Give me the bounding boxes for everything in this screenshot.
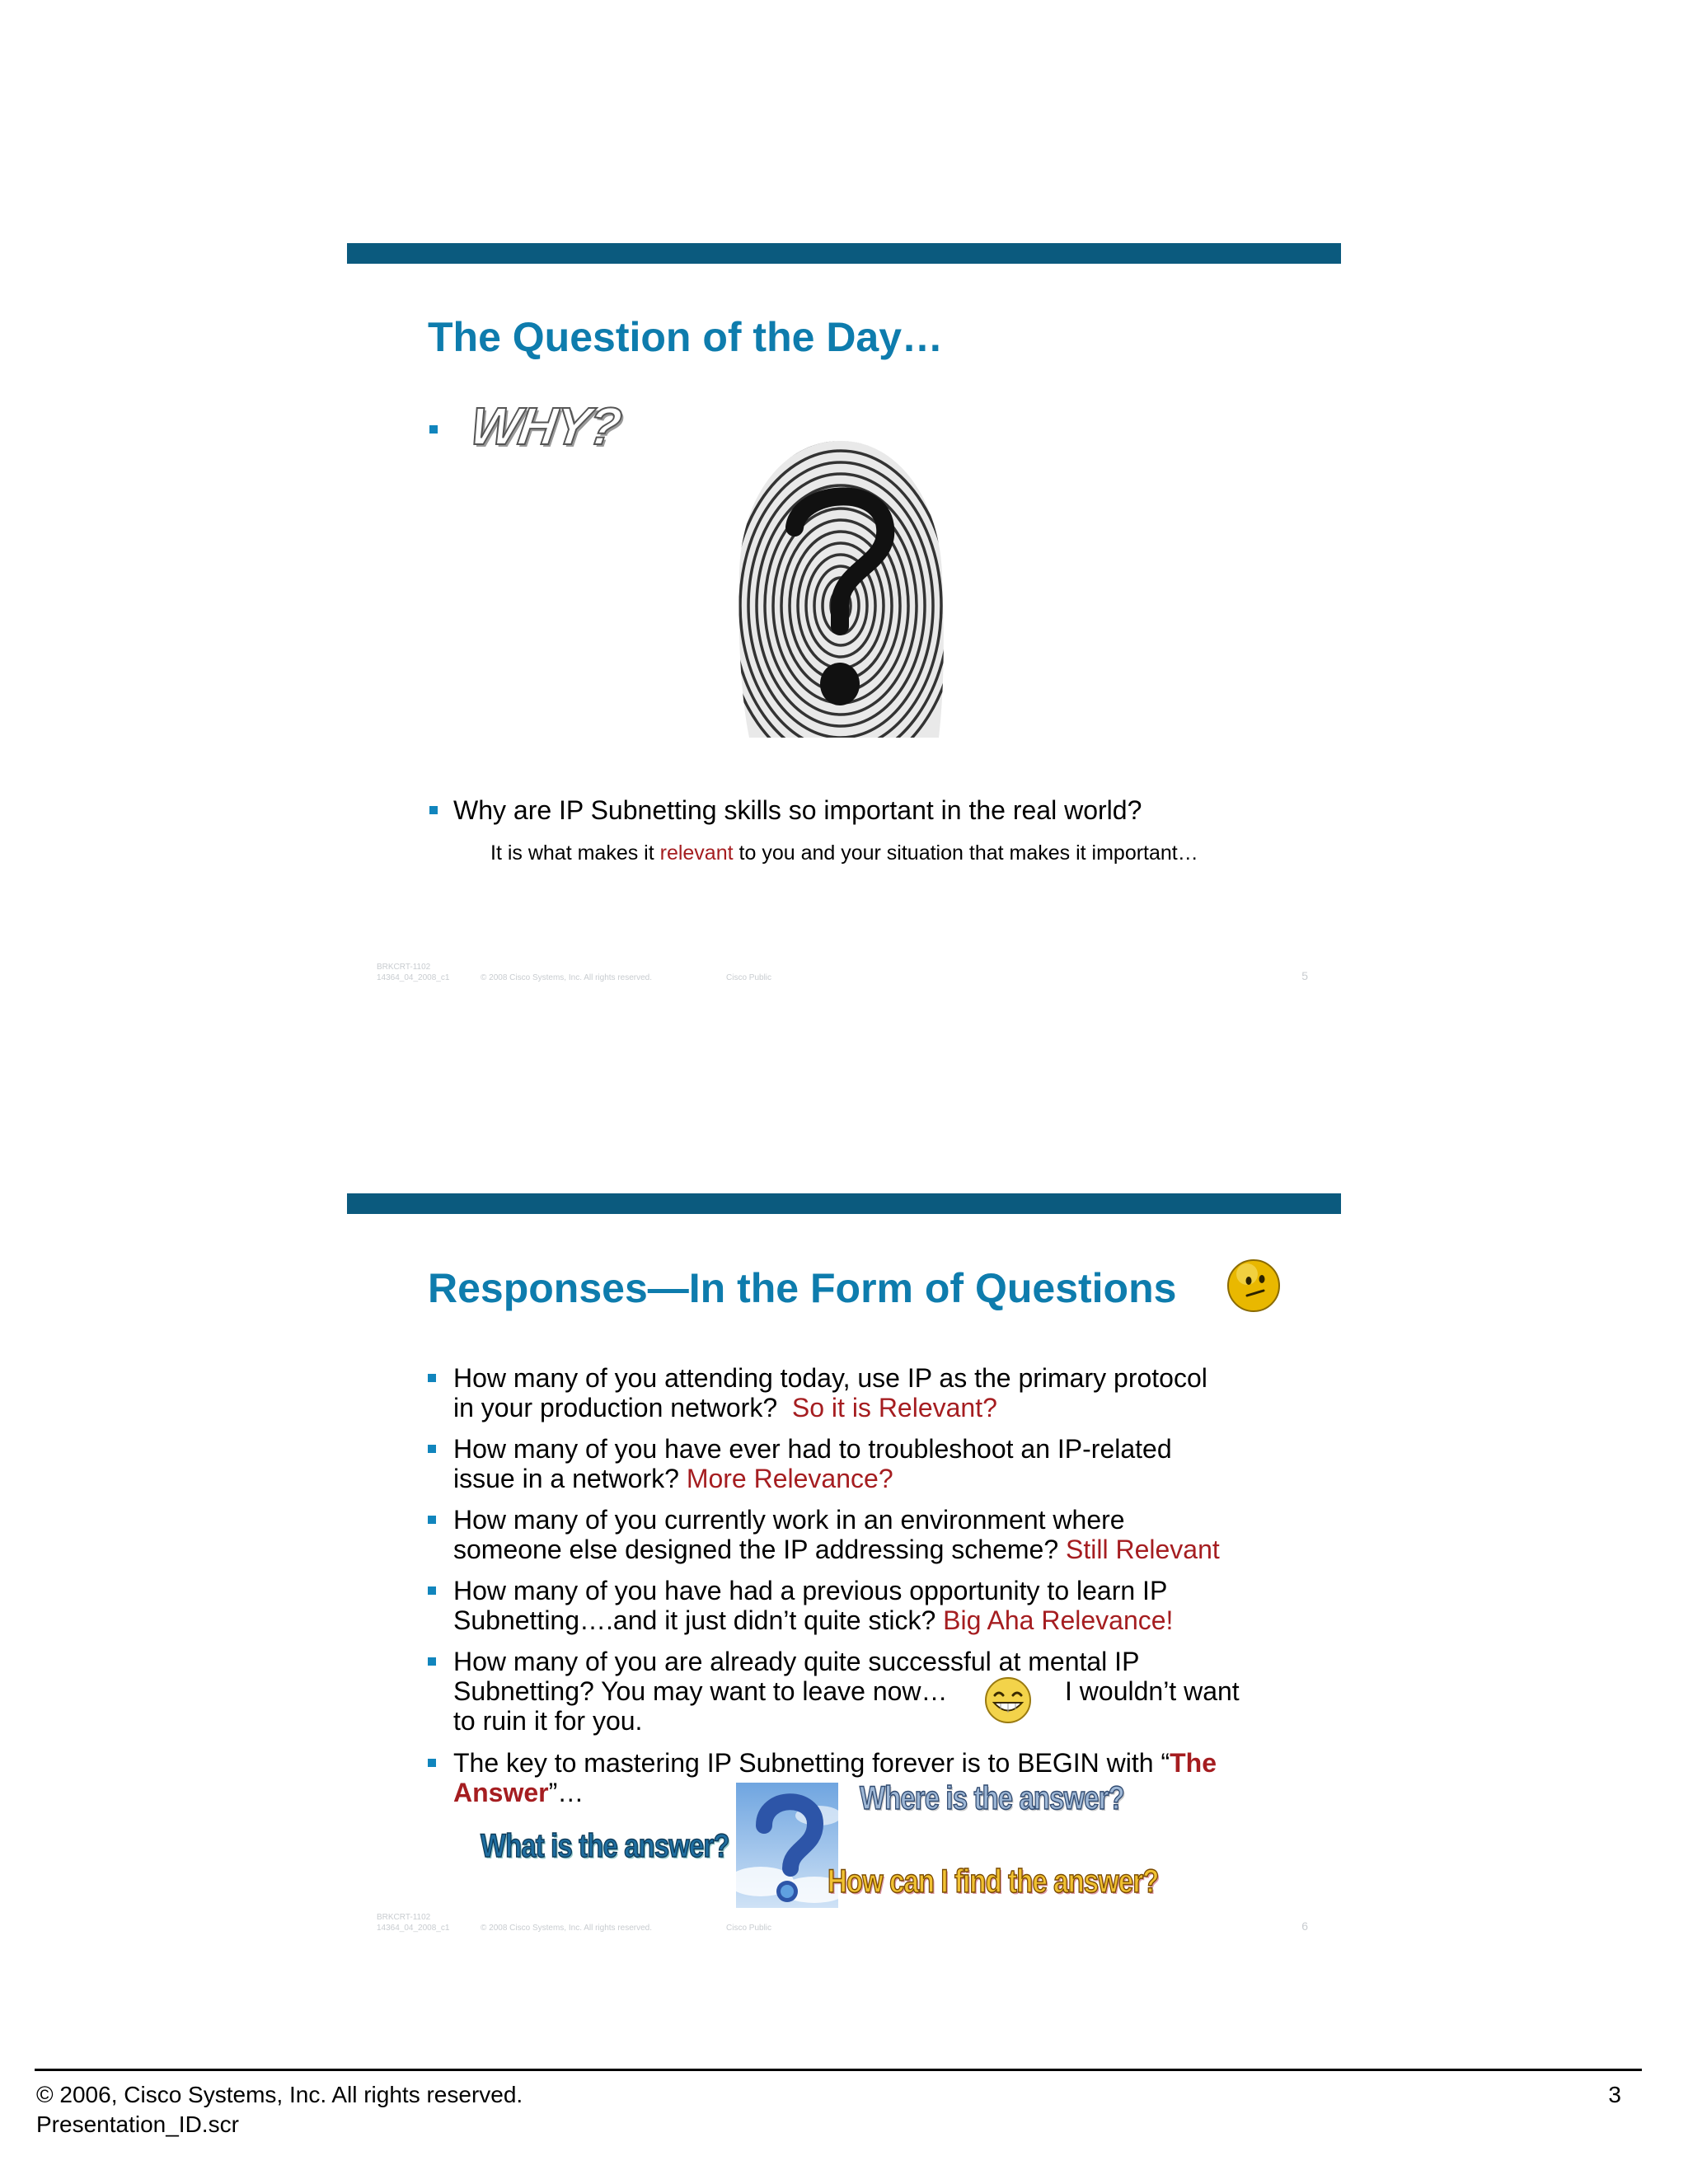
slide-header-bar [347,1193,1341,1214]
slide-header-bar [347,243,1341,264]
bullet-text: issue in a network? [453,1464,687,1493]
bullet-line: How many of you have ever had to troubleshoot an IP-related [453,1434,1172,1464]
bullet-line: How many of you are already quite successful at mental IP [453,1647,1140,1676]
bullet-icon [429,425,438,434]
page-copyright: © 2006, Cisco Systems, Inc. All rights reserved. [36,2082,523,2107]
answer-text [490,841,1198,865]
bullet-highlight: The [1170,1748,1217,1778]
bullet-icon [428,1374,436,1382]
bullet-highlight: Big Aha Relevance! [943,1605,1174,1635]
slide-footer-classification: Cisco Public [726,973,772,982]
bullet-text: in your production network? [453,1393,792,1422]
bullet-text: Subnetting….and it just didn’t quite stick? [453,1605,944,1635]
bullet-line [453,1464,1278,1493]
list-item [453,1505,1278,1564]
bullet-icon [428,1657,436,1666]
fingerprint-question-image [733,433,949,746]
slide-page-number: 5 [1301,969,1308,982]
page-footer-rule [35,2069,1642,2071]
bullet-line: How many of you currently work in an environment where [453,1505,1125,1535]
what-answer-wordart: What is the answer? [481,1828,729,1864]
slide-6 [347,1193,1341,1935]
slide-5 [347,243,1341,997]
bullet-highlight: More Relevance? [686,1464,893,1493]
list-item [453,1576,1278,1635]
presentation-id: Presentation_ID.scr [36,2111,239,2137]
bullet-icon [428,1586,436,1595]
bullet-text: The key to mastering IP Subnetting forever is to BEGIN with “ [453,1748,1170,1778]
answer-text-start: It is what makes it [490,841,660,865]
bullet-highlight: Still Relevant [1066,1535,1220,1564]
list-item [453,1363,1278,1422]
where-answer-wordart: Where is the answer? [860,1780,1124,1816]
bullet-line: How many of you attending today, use IP as the primary protocol [453,1363,1207,1393]
slide-title: Responses—In the Form of Questions [428,1265,1177,1311]
grin-smiley-icon [983,1675,1033,1725]
bullet-text: I wouldn’t want [1065,1676,1240,1706]
bullet-text: someone else designed the IP addressing scheme? [453,1535,1066,1564]
bullet-text: Subnetting? You may want to leave now… [453,1676,948,1706]
bullet-line [453,1676,1278,1706]
bullet-icon [428,1516,436,1524]
answer-highlight: relevant [659,841,734,865]
page-footer [36,2080,523,2139]
question-text: Why are IP Subnetting skills so important in the real world? [453,795,1142,825]
why-wordart: WHY? [466,396,624,456]
bullet-line: to ruin it for you. [453,1706,643,1736]
slide-page-number: 6 [1301,1919,1308,1933]
question-mark-sky-image [736,1783,838,1908]
bullet-line: How many of you have had a previous opportunity to learn IP [453,1576,1168,1605]
bullet-line [453,1535,1278,1564]
slide-footer-copyright: © 2008 Cisco Systems, Inc. All rights reserved. [481,1924,653,1933]
slide-footer-code: 14364_04_2008_c1 [377,1924,450,1933]
slide-title: The Question of the Day… [428,314,944,360]
slide-footer-classification: Cisco Public [726,1924,772,1933]
bullet-line [453,1605,1278,1635]
bullet-icon [428,1759,436,1767]
confused-smiley-icon [1226,1258,1282,1314]
bullet-text: ”… [548,1778,584,1807]
slide-footer-id: BRKCRT-1102 [377,963,431,972]
list-item [453,1434,1278,1493]
bullet-icon [429,806,438,814]
slide-footer-code: 14364_04_2008_c1 [377,973,450,982]
slide-footer-copyright: © 2008 Cisco Systems, Inc. All rights reserved. [481,973,653,982]
bullet-highlight: So it is Relevant? [791,1393,997,1422]
list-item [453,1647,1278,1736]
bullet-highlight: Answer [453,1778,549,1807]
slide-footer-id: BRKCRT-1102 [377,1913,431,1922]
bullet-icon [428,1445,436,1453]
page-number: 3 [1608,2082,1621,2107]
bullet-line [453,1748,1278,1778]
answer-text-end: to you and your situation that makes it important… [733,841,1198,865]
how-answer-wordart: How can I find the answer? [828,1863,1159,1900]
bullet-line [453,1393,1278,1422]
